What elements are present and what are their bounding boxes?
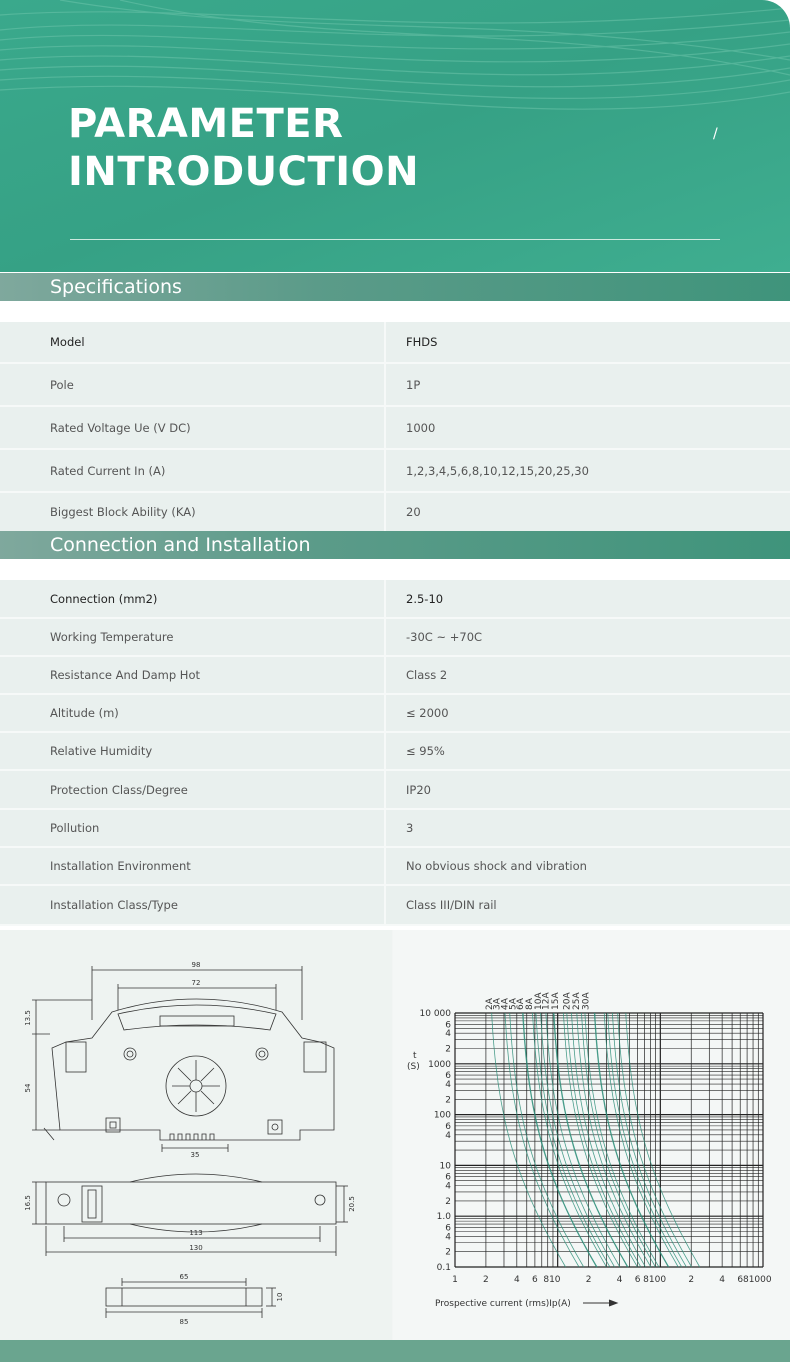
y-tick-label: 1.0	[436, 1212, 451, 1223]
current-label: 15A	[550, 992, 561, 1010]
row-value: 2.5-10	[406, 591, 444, 606]
current-label: 12A	[541, 992, 552, 1010]
section-connection	[0, 531, 790, 559]
row-value: 3	[406, 821, 414, 835]
y-tick-label: 100	[433, 1110, 451, 1121]
current-label: 4A	[500, 998, 511, 1010]
y-tick-label: 4	[445, 1232, 451, 1243]
y-tick-label: 4	[445, 1181, 451, 1192]
dim-13-5: 13.5	[24, 1010, 32, 1026]
row-label: Pollution	[50, 821, 100, 835]
hero-banner	[0, 0, 790, 272]
row-label: Model	[50, 335, 85, 349]
row-value: Class 2	[406, 668, 448, 682]
table-row	[0, 407, 790, 450]
row-label: Installation Environment	[50, 859, 191, 873]
section-specifications	[0, 273, 790, 301]
y-tick-label: 0.1	[436, 1263, 451, 1273]
table-row	[0, 580, 790, 619]
current-label: 5A	[508, 998, 519, 1010]
connection-table	[0, 580, 790, 926]
current-label: 6A	[516, 998, 527, 1010]
current-label: 30A	[581, 992, 592, 1010]
dim-10: 10	[276, 1292, 284, 1302]
y-unit-s: (S)	[407, 1062, 420, 1072]
x-tick-label: 810	[543, 1275, 561, 1285]
row-label: Biggest Block Ability (KA)	[50, 505, 196, 519]
current-label: 25A	[572, 992, 583, 1010]
specifications-table	[0, 322, 790, 533]
row-value: ≤ 2000	[406, 706, 449, 720]
x-tick-label: 2	[688, 1275, 695, 1285]
dim-113: 113	[189, 1229, 203, 1237]
y-tick-label: 6	[445, 1223, 451, 1234]
table-row	[0, 771, 790, 810]
page-title	[68, 100, 419, 196]
y-tick-label: 2	[445, 1247, 451, 1258]
title-line-2: INTRODUCTION	[68, 149, 420, 195]
row-value: No obvious shock and vibration	[406, 859, 587, 873]
table-row	[0, 322, 790, 364]
row-value: 20	[406, 505, 421, 519]
time-current-chart-svg	[393, 930, 790, 1340]
y-tick-label: 10	[439, 1161, 451, 1172]
row-label: Relative Humidity	[50, 744, 153, 758]
table-row	[0, 450, 790, 493]
row-value: -30C ~ +70C	[406, 630, 483, 644]
dim-130: 130	[189, 1244, 203, 1252]
current-label: 2A	[485, 998, 496, 1010]
y-tick-label: 4	[445, 1130, 451, 1141]
row-label: Rated Voltage Ue (V DC)	[50, 420, 191, 435]
row-label: Pole	[50, 377, 74, 392]
y-tick-label: 6	[445, 1172, 451, 1183]
dim-98: 98	[191, 961, 201, 969]
x-tick-label: 6	[634, 1275, 641, 1285]
table-row	[0, 733, 790, 771]
row-value: 1,2,3,4,5,6,8,10,12,15,20,25,30	[406, 463, 589, 478]
time-current-chart	[393, 930, 790, 1340]
dim-85: 85	[179, 1318, 189, 1326]
dim-20-5: 20.5	[348, 1196, 356, 1212]
fuse-curve	[492, 1013, 566, 1267]
arrow-right-icon	[583, 1300, 617, 1306]
section-title: Connection and Installation	[50, 534, 311, 556]
row-label: Resistance And Damp Hot	[50, 668, 200, 682]
row-label: Altitude (m)	[50, 706, 119, 720]
x-tick-label: 2	[585, 1275, 592, 1285]
hero-mark: /	[713, 126, 718, 142]
y-tick-label: 2	[445, 1196, 451, 1207]
x-tick-label: 6	[737, 1275, 744, 1285]
divider	[70, 239, 720, 240]
dim-72: 72	[191, 979, 201, 987]
y-tick-label: 6	[445, 1071, 451, 1082]
row-value: FHDS	[406, 335, 438, 349]
y-tick-label: 4	[445, 1029, 451, 1040]
row-label: Working Temperature	[50, 630, 174, 644]
row-value: ≤ 95%	[406, 744, 445, 758]
row-label: Protection Class/Degree	[50, 782, 188, 797]
y-tick-label: 2	[445, 1044, 451, 1055]
x-axis-label: Prospective current (rms)Ip(A)	[435, 1299, 571, 1309]
x-tick-label: 2	[483, 1275, 489, 1285]
table-row	[0, 810, 790, 848]
table-row	[0, 493, 790, 533]
dimension-drawing-svg	[0, 930, 392, 1340]
row-value: IP20	[406, 782, 431, 797]
dimension-drawing	[0, 930, 392, 1340]
y-tick-label: 4	[445, 1080, 451, 1091]
row-value: 1P	[406, 377, 421, 392]
x-tick-label: 81000	[742, 1275, 772, 1285]
row-label: Connection (mm2)	[50, 591, 158, 606]
fuse-curve	[626, 1013, 700, 1267]
current-label: 20A	[562, 992, 573, 1010]
y-unit-t: t	[413, 1051, 417, 1061]
fuse-curve	[541, 1013, 615, 1267]
y-tick-label: 6	[445, 1121, 451, 1132]
x-tick-label: 8100	[643, 1275, 667, 1285]
y-tick-label: 2	[445, 1095, 451, 1106]
row-value: Class III/DIN rail	[406, 898, 497, 912]
x-tick-label: 6	[532, 1275, 538, 1285]
fuse-curve	[612, 1013, 686, 1267]
footer-bar	[0, 1340, 790, 1362]
table-row	[0, 848, 790, 886]
dim-16-5: 16.5	[24, 1195, 32, 1211]
x-tick-label: 1	[452, 1275, 458, 1285]
drawings-area	[0, 930, 790, 1340]
row-label: Rated Current In (A)	[50, 463, 166, 478]
x-tick-label: 4	[513, 1275, 520, 1285]
title-line-1: PARAMETER	[68, 101, 344, 147]
x-tick-label: 4	[616, 1275, 623, 1285]
table-row	[0, 364, 790, 407]
table-row	[0, 695, 790, 733]
current-label: 10A	[534, 992, 545, 1010]
y-tick-label: 6	[445, 1020, 451, 1031]
x-tick-label: 4	[719, 1275, 726, 1285]
table-row	[0, 657, 790, 695]
current-label: 3A	[492, 998, 503, 1010]
table-row	[0, 619, 790, 657]
dim-35: 35	[190, 1151, 200, 1159]
table-row	[0, 886, 790, 926]
row-label: Installation Class/Type	[50, 898, 178, 912]
dim-65: 65	[179, 1273, 189, 1281]
row-value: 1000	[406, 420, 436, 435]
current-label: 8A	[525, 998, 536, 1010]
section-title: Specifications	[50, 276, 182, 298]
y-tick-label: 10 000	[419, 1009, 451, 1019]
y-tick-label: 1000	[428, 1059, 451, 1070]
fuse-curve	[510, 1013, 584, 1267]
dim-54: 54	[24, 1083, 32, 1093]
